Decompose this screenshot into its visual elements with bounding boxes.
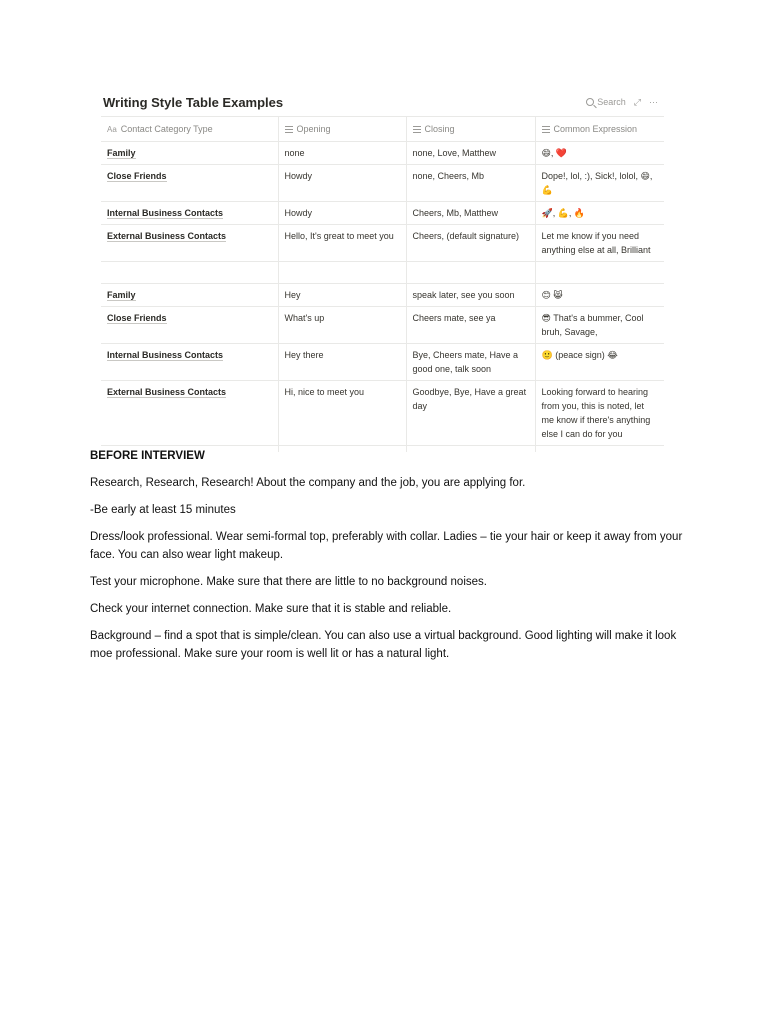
- category-cell: Internal Business Contacts: [101, 344, 278, 381]
- table-row: [101, 202, 664, 225]
- expression-cell: 😊 😸: [535, 284, 664, 307]
- category-cell: Internal Business Contacts: [101, 202, 278, 225]
- category-cell: Family: [101, 142, 278, 165]
- expression-cell: [535, 262, 664, 284]
- category-cell: Family: [101, 284, 278, 307]
- closing-cell: Bye, Cheers mate, Have a good one, talk soon: [406, 344, 535, 381]
- closing-cell: Cheers, (default signature): [406, 225, 535, 262]
- column-header-expression: Common Expression: [535, 117, 664, 142]
- closing-cell: speak later, see you soon: [406, 284, 535, 307]
- category-cell: External Business Contacts: [101, 225, 278, 262]
- opening-cell: Howdy: [278, 165, 406, 202]
- category-cell: Close Friends: [101, 165, 278, 202]
- opening-cell: Hello, It's great to meet you: [278, 225, 406, 262]
- text-property-icon: [413, 126, 421, 133]
- closing-cell: none, Cheers, Mb: [406, 165, 535, 202]
- table-toolbar: [586, 97, 664, 108]
- closing-cell: Cheers, Mb, Matthew: [406, 202, 535, 225]
- expression-cell: Let me know if you need anything else at all, Brilliant: [535, 225, 664, 262]
- table-title: Writing Style Table Examples: [103, 94, 284, 110]
- writing-style-table-screenshot: [101, 88, 664, 452]
- search-icon: [586, 98, 594, 106]
- expand-icon[interactable]: ⤢: [633, 96, 641, 107]
- doc-heading: BEFORE INTERVIEW: [90, 450, 205, 462]
- closing-cell: Cheers mate, see ya: [406, 307, 535, 344]
- table-row: [101, 381, 664, 446]
- opening-cell: Hey there: [278, 344, 406, 381]
- expression-cell: 🙂 (peace sign) 😂: [535, 344, 664, 381]
- category-cell: External Business Contacts: [101, 381, 278, 446]
- doc-paragraph: Test your microphone. Make sure that there are little to no background noises.: [90, 576, 487, 588]
- opening-cell: Hey: [278, 284, 406, 307]
- table-row: [101, 344, 664, 381]
- opening-cell: Hi, nice to meet you: [278, 381, 406, 446]
- table-row-empty: [101, 262, 664, 284]
- table-row: [101, 307, 664, 344]
- column-header-closing: Closing: [406, 117, 535, 142]
- search-label: Search: [597, 97, 626, 107]
- expression-cell: 😄, ❤️: [535, 142, 664, 165]
- opening-cell: none: [278, 142, 406, 165]
- category-cell: [101, 262, 278, 284]
- closing-cell: Goodbye, Bye, Have a great day: [406, 381, 535, 446]
- more-options-icon[interactable]: ···: [649, 97, 658, 107]
- table-row: [101, 142, 664, 165]
- table-header-row: [101, 117, 664, 142]
- table-header-bar: [101, 88, 664, 116]
- doc-paragraph: -Be early at least 15 minutes: [90, 504, 236, 516]
- search-control[interactable]: [586, 97, 626, 107]
- table-row: [101, 165, 664, 202]
- doc-paragraph: Dress/look professional. Wear semi-formal top, preferably with collar. Ladies – tie your hair or keep it away from your face. You can also wear light makeup.: [90, 531, 683, 561]
- writing-style-table: [101, 116, 664, 452]
- table-row: [101, 225, 664, 262]
- closing-cell: [406, 262, 535, 284]
- category-cell: Close Friends: [101, 307, 278, 344]
- doc-paragraph: Background – find a spot that is simple/clean. You can also use a virtual background. Good lighting will make it look moe professional. Make sure your room is well lit or has a natural light.: [90, 630, 677, 660]
- opening-cell: What's up: [278, 307, 406, 344]
- expression-cell: 🚀, 💪, 🔥: [535, 202, 664, 225]
- title-property-icon: Aa: [107, 125, 117, 134]
- column-header-category: Aa Contact Category Type: [101, 117, 278, 142]
- opening-cell: Howdy: [278, 202, 406, 225]
- expression-cell: Dope!, lol, :), Sick!, lolol, 😄, 💪: [535, 165, 664, 202]
- closing-cell: none, Love, Matthew: [406, 142, 535, 165]
- text-property-icon: [542, 126, 550, 133]
- text-property-icon: [285, 126, 293, 133]
- doc-paragraph: Check your internet connection. Make sure that it is stable and reliable.: [90, 603, 452, 615]
- expression-cell: 😎 That's a bummer, Cool bruh, Savage,: [535, 307, 664, 344]
- table-row: [101, 284, 664, 307]
- expression-cell: Looking forward to hearing from you, this is noted, let me know if there's anything else I can do for you: [535, 381, 664, 446]
- doc-paragraph: Research, Research, Research! About the company and the job, you are applying for.: [90, 477, 526, 489]
- column-header-opening: Opening: [278, 117, 406, 142]
- opening-cell: [278, 262, 406, 284]
